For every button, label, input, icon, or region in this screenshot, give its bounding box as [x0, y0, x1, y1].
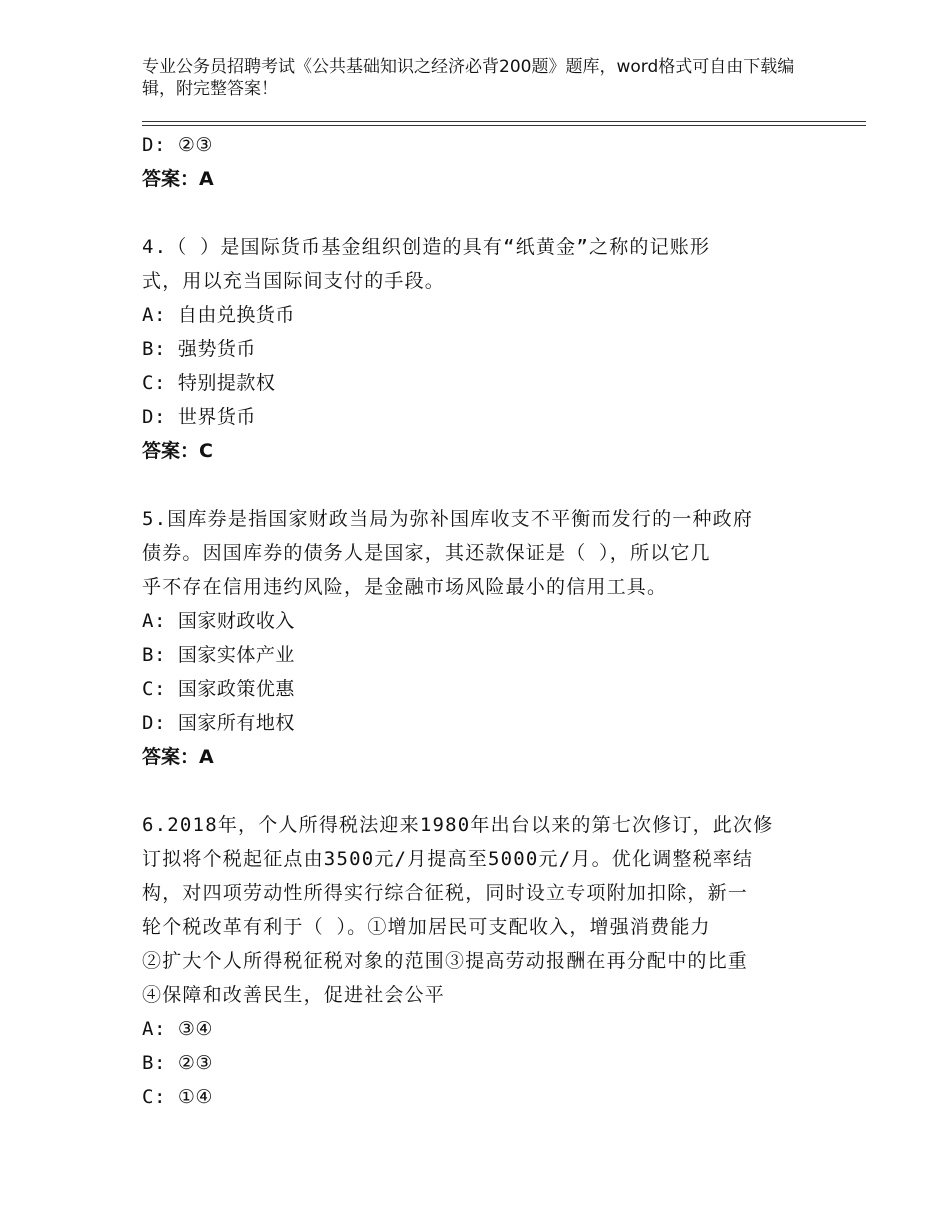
header-rule-top [142, 121, 866, 122]
q6-stem-line: 构，对四项劳动性所得实行综合征税，同时设立专项附加扣除，新一 [142, 882, 749, 904]
q5-stem-line: 债券。因国库券的债务人是国家，其还款保证是（ ），所以它几 [142, 542, 711, 564]
spacer [142, 196, 822, 230]
spacer [142, 468, 822, 502]
q6-option-b: B: ②③ [142, 1052, 213, 1074]
document-header: 专业公务员招聘考试《公共基础知识之经济必背200题》题库，word格式可自由下载编辑，附完整答案！ [142, 57, 795, 99]
q4-option-d: D: 世界货币 [142, 406, 256, 428]
q4-stem-line: 式，用以充当国际间支付的手段。 [142, 270, 446, 292]
q5-option-d: D: 国家所有地权 [142, 712, 295, 734]
q6-stem-line: ②扩大个人所得税征税对象的范围③提高劳动报酬在再分配中的比重 [142, 950, 749, 972]
q6-stem-line: ④保障和改善民生，促进社会公平 [142, 984, 446, 1006]
q5-answer: 答案：A [142, 746, 214, 768]
q6-stem-line: 6.2018年，个人所得税法迎来1980年出台以来的第七次修订，此次修 [142, 814, 774, 836]
q4-stem-line: 4.（ ）是国际货币基金组织创造的具有“纸黄金”之称的记账形 [142, 236, 711, 258]
q5-stem-line: 5.国库券是指国家财政当局为弥补国库收支不平衡而发行的一种政府 [142, 508, 754, 530]
q4-option-c: C: 特别提款权 [142, 372, 276, 394]
q5-option-c: C: 国家政策优惠 [142, 678, 295, 700]
q6-option-a: A: ③④ [142, 1018, 213, 1040]
header-rule-bottom [142, 125, 866, 126]
q6-stem-line: 轮个税改革有利于（ ）。①增加居民可支配收入，增强消费能力 [142, 916, 711, 938]
q6-stem-line: 订拟将个税起征点由3500元/月提高至5000元/月。优化调整税率结 [142, 848, 754, 870]
q3-answer: 答案：A [142, 168, 214, 190]
q5-option-a: A: 国家财政收入 [142, 610, 295, 632]
spacer [142, 774, 822, 808]
q5-option-b: B: 国家实体产业 [142, 644, 295, 666]
document-body [142, 128, 822, 1114]
q3-option-d: D: ②③ [142, 134, 213, 156]
q4-option-a: A: 自由兑换货币 [142, 304, 295, 326]
q4-answer: 答案：C [142, 440, 213, 462]
q6-option-c: C: ①④ [142, 1086, 213, 1108]
q4-option-b: B: 强势货币 [142, 338, 256, 360]
q5-stem-line: 乎不存在信用违约风险，是金融市场风险最小的信用工具。 [142, 576, 668, 598]
